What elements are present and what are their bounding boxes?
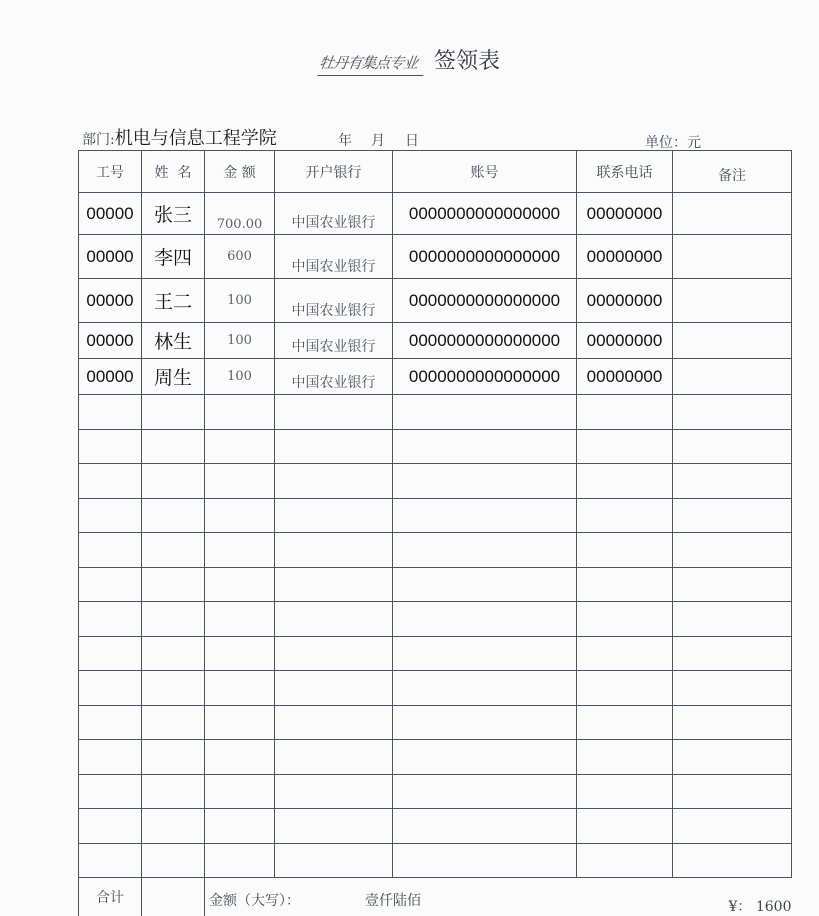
total-label: 合计 bbox=[79, 878, 142, 916]
empty-cell bbox=[142, 498, 205, 533]
empty-cell bbox=[275, 533, 393, 568]
empty-cell bbox=[205, 533, 275, 568]
total-blank-cell bbox=[142, 878, 205, 916]
empty-cell bbox=[275, 809, 393, 844]
empty-cell bbox=[79, 671, 142, 706]
cell-id: 00000 bbox=[79, 359, 142, 395]
empty-cell bbox=[577, 602, 673, 637]
empty-cell bbox=[577, 429, 673, 464]
empty-cell bbox=[205, 705, 275, 740]
empty-cell bbox=[205, 809, 275, 844]
empty-cell bbox=[577, 567, 673, 602]
empty-cell bbox=[393, 843, 577, 878]
cell-phone: 00000000 bbox=[577, 279, 673, 323]
empty-cell bbox=[142, 567, 205, 602]
empty-cell bbox=[275, 705, 393, 740]
header-row bbox=[79, 151, 792, 193]
empty-cell bbox=[142, 636, 205, 671]
empty-table-row bbox=[79, 567, 792, 602]
amount-words-value: 壹仟陆佰 bbox=[365, 890, 421, 910]
cell-name: 李四 bbox=[142, 235, 205, 279]
empty-cell bbox=[142, 809, 205, 844]
empty-cell bbox=[275, 774, 393, 809]
empty-cell bbox=[673, 671, 792, 706]
empty-cell bbox=[673, 740, 792, 775]
empty-cell bbox=[393, 636, 577, 671]
empty-cell bbox=[393, 464, 577, 499]
empty-cell bbox=[577, 740, 673, 775]
cell-phone: 00000000 bbox=[577, 323, 673, 359]
empty-cell bbox=[577, 395, 673, 430]
empty-table-row bbox=[79, 671, 792, 706]
empty-table-row bbox=[79, 395, 792, 430]
empty-cell bbox=[393, 774, 577, 809]
cell-id: 00000 bbox=[79, 235, 142, 279]
empty-cell bbox=[205, 843, 275, 878]
empty-cell bbox=[673, 843, 792, 878]
empty-cell bbox=[393, 671, 577, 706]
title-main: 签领表 bbox=[434, 44, 500, 75]
empty-cell bbox=[79, 705, 142, 740]
empty-cell bbox=[275, 671, 393, 706]
cell-note bbox=[673, 279, 792, 323]
empty-cell bbox=[142, 464, 205, 499]
empty-cell bbox=[577, 774, 673, 809]
cell-account: 0000000000000000 bbox=[393, 359, 577, 395]
cell-phone: 00000000 bbox=[577, 193, 673, 235]
empty-cell bbox=[673, 533, 792, 568]
col-header-phone: 联系电话 bbox=[577, 151, 673, 193]
amount-figure bbox=[728, 896, 791, 916]
empty-table-row bbox=[79, 533, 792, 568]
empty-cell bbox=[673, 395, 792, 430]
cell-bank: 中国农业银行 bbox=[275, 359, 393, 395]
table-row bbox=[79, 323, 792, 359]
empty-cell bbox=[673, 636, 792, 671]
sign-table bbox=[78, 150, 792, 916]
empty-cell bbox=[205, 429, 275, 464]
cell-amount: 100 bbox=[205, 359, 275, 395]
cell-name: 张三 bbox=[142, 193, 205, 235]
empty-cell bbox=[393, 395, 577, 430]
empty-cell bbox=[205, 464, 275, 499]
cell-id: 00000 bbox=[79, 193, 142, 235]
empty-table-row bbox=[79, 636, 792, 671]
empty-cell bbox=[142, 671, 205, 706]
empty-cell bbox=[79, 774, 142, 809]
empty-cell bbox=[393, 809, 577, 844]
empty-cell bbox=[577, 705, 673, 740]
col-header-id: 工号 bbox=[79, 151, 142, 193]
empty-cell bbox=[205, 567, 275, 602]
yen-label: ¥： bbox=[728, 899, 751, 915]
empty-cell bbox=[275, 602, 393, 637]
empty-cell bbox=[275, 464, 393, 499]
cell-bank: 中国农业银行 bbox=[275, 235, 393, 279]
empty-cell bbox=[142, 395, 205, 430]
table-row bbox=[79, 359, 792, 395]
empty-cell bbox=[205, 636, 275, 671]
empty-cell bbox=[142, 774, 205, 809]
cell-account: 0000000000000000 bbox=[393, 235, 577, 279]
empty-cell bbox=[275, 429, 393, 464]
empty-table-row bbox=[79, 602, 792, 637]
cell-amount: 700.00 bbox=[205, 193, 275, 235]
empty-cell bbox=[673, 602, 792, 637]
day-label: 日 bbox=[405, 130, 419, 150]
empty-cell bbox=[577, 843, 673, 878]
empty-cell bbox=[393, 602, 577, 637]
empty-cell bbox=[79, 464, 142, 499]
empty-cell bbox=[393, 567, 577, 602]
cell-account: 0000000000000000 bbox=[393, 193, 577, 235]
amount-words-label: 金额（大写）： bbox=[209, 890, 300, 910]
empty-cell bbox=[142, 740, 205, 775]
table-row bbox=[79, 279, 792, 323]
cell-note bbox=[673, 359, 792, 395]
empty-cell bbox=[79, 567, 142, 602]
empty-cell bbox=[673, 809, 792, 844]
empty-table-row bbox=[79, 774, 792, 809]
empty-cell bbox=[142, 533, 205, 568]
form-title bbox=[0, 44, 819, 76]
empty-table-row bbox=[79, 429, 792, 464]
department-name: 机电与信息工程学院 bbox=[115, 128, 277, 149]
empty-cell bbox=[673, 464, 792, 499]
cell-bank: 中国农业银行 bbox=[275, 323, 393, 359]
empty-cell bbox=[79, 533, 142, 568]
col-header-note: 备注 bbox=[673, 151, 792, 193]
year-label: 年 bbox=[338, 130, 352, 150]
department bbox=[82, 124, 277, 150]
empty-cell bbox=[673, 429, 792, 464]
empty-cell bbox=[79, 843, 142, 878]
table-row bbox=[79, 235, 792, 279]
col-header-bank: 开户银行 bbox=[275, 151, 393, 193]
cell-bank: 中国农业银行 bbox=[275, 279, 393, 323]
empty-cell bbox=[393, 705, 577, 740]
empty-cell bbox=[142, 843, 205, 878]
empty-cell bbox=[205, 602, 275, 637]
cell-id: 00000 bbox=[79, 323, 142, 359]
empty-cell bbox=[275, 740, 393, 775]
empty-cell bbox=[79, 429, 142, 464]
cell-amount: 100 bbox=[205, 279, 275, 323]
empty-cell bbox=[275, 843, 393, 878]
month-label: 月 bbox=[371, 130, 385, 150]
empty-cell bbox=[673, 567, 792, 602]
empty-cell bbox=[275, 498, 393, 533]
cell-bank: 中国农业银行 bbox=[275, 193, 393, 235]
empty-cell bbox=[673, 498, 792, 533]
empty-cell bbox=[577, 671, 673, 706]
empty-cell bbox=[142, 429, 205, 464]
empty-cell bbox=[79, 809, 142, 844]
empty-cell bbox=[142, 602, 205, 637]
empty-cell bbox=[393, 533, 577, 568]
cell-phone: 00000000 bbox=[577, 359, 673, 395]
empty-table-row bbox=[79, 464, 792, 499]
empty-cell bbox=[577, 464, 673, 499]
empty-cell bbox=[142, 705, 205, 740]
empty-cell bbox=[205, 671, 275, 706]
cell-account: 0000000000000000 bbox=[393, 323, 577, 359]
table-row bbox=[79, 193, 792, 235]
cell-note bbox=[673, 235, 792, 279]
handwritten-title: 牡丹有集点专业 bbox=[317, 52, 426, 76]
cell-amount: 100 bbox=[205, 323, 275, 359]
department-label: 部门: bbox=[82, 132, 115, 148]
empty-cell bbox=[275, 567, 393, 602]
empty-table-row bbox=[79, 809, 792, 844]
empty-cell bbox=[205, 774, 275, 809]
col-header-name: 姓 名 bbox=[142, 151, 205, 193]
empty-rows bbox=[79, 395, 792, 878]
col-header-account: 账号 bbox=[393, 151, 577, 193]
empty-cell bbox=[79, 602, 142, 637]
empty-table-row bbox=[79, 498, 792, 533]
empty-table-row bbox=[79, 705, 792, 740]
empty-cell bbox=[275, 636, 393, 671]
empty-cell bbox=[577, 636, 673, 671]
unit-label: 单位：元 bbox=[645, 132, 701, 152]
empty-cell bbox=[205, 740, 275, 775]
empty-cell bbox=[275, 395, 393, 430]
empty-cell bbox=[79, 740, 142, 775]
cell-name: 林生 bbox=[142, 323, 205, 359]
empty-cell bbox=[79, 395, 142, 430]
cell-account: 0000000000000000 bbox=[393, 279, 577, 323]
cell-phone: 00000000 bbox=[577, 235, 673, 279]
cell-amount: 600 bbox=[205, 235, 275, 279]
empty-cell bbox=[205, 498, 275, 533]
cell-note bbox=[673, 193, 792, 235]
empty-cell bbox=[577, 498, 673, 533]
empty-cell bbox=[79, 498, 142, 533]
empty-table-row bbox=[79, 740, 792, 775]
empty-cell bbox=[393, 429, 577, 464]
empty-table-row bbox=[79, 843, 792, 878]
cell-note bbox=[673, 323, 792, 359]
empty-cell bbox=[393, 740, 577, 775]
empty-cell bbox=[79, 636, 142, 671]
empty-cell bbox=[393, 498, 577, 533]
empty-cell bbox=[673, 774, 792, 809]
empty-cell bbox=[673, 705, 792, 740]
empty-cell bbox=[577, 809, 673, 844]
amount-words-cell bbox=[205, 878, 792, 916]
cell-id: 00000 bbox=[79, 279, 142, 323]
col-header-amount: 金 额 bbox=[205, 151, 275, 193]
empty-cell bbox=[205, 395, 275, 430]
total-row bbox=[79, 878, 792, 916]
cell-name: 王二 bbox=[142, 279, 205, 323]
empty-cell bbox=[577, 533, 673, 568]
cell-name: 周生 bbox=[142, 359, 205, 395]
amount-figure-value: 1600 bbox=[756, 899, 792, 915]
